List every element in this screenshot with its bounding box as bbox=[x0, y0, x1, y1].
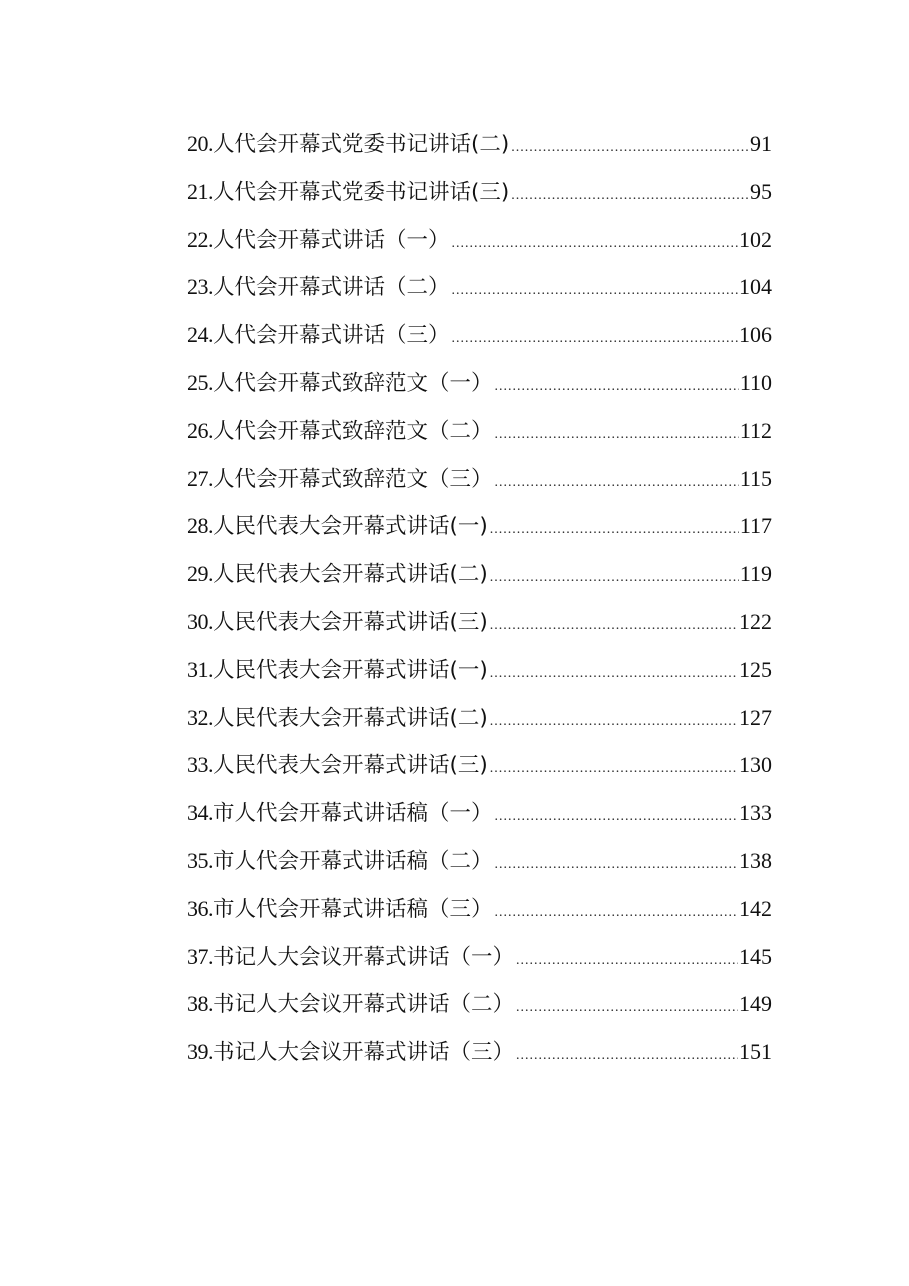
toc-entry-title: 人民代表大会开幕式讲话(三) bbox=[213, 753, 488, 779]
toc-entry[interactable] bbox=[187, 694, 772, 742]
toc-entry-number: 21. bbox=[187, 178, 213, 204]
toc-entry-title: 人民代表大会开幕式讲话(二) bbox=[213, 562, 488, 588]
toc-entry-title: 人代会开幕式讲话（二） bbox=[213, 275, 450, 301]
dot-leader bbox=[495, 889, 738, 937]
toc-entry[interactable] bbox=[187, 120, 772, 168]
dot-leader bbox=[452, 315, 738, 363]
dot-leader bbox=[490, 554, 739, 602]
toc-entry-page: 125 bbox=[739, 656, 772, 682]
dot-leader bbox=[490, 698, 738, 746]
toc-entry[interactable] bbox=[187, 263, 772, 311]
dot-leader bbox=[511, 124, 749, 172]
toc-entry-number: 26. bbox=[187, 417, 213, 443]
table-of-contents bbox=[187, 120, 772, 1076]
toc-entry-number: 35. bbox=[187, 847, 213, 873]
toc-entry-page: 130 bbox=[739, 752, 772, 778]
toc-entry-title: 人民代表大会开幕式讲话(一) bbox=[213, 514, 488, 540]
toc-entry-page: 106 bbox=[739, 322, 772, 348]
toc-entry-page: 151 bbox=[739, 1039, 772, 1065]
toc-entry-title: 人代会开幕式党委书记讲话(二) bbox=[213, 132, 510, 157]
toc-entry-title: 市人代会开幕式讲话稿（三） bbox=[213, 896, 493, 922]
toc-entry-number: 31. bbox=[187, 656, 213, 682]
toc-entry-title: 书记人大会议开幕式讲话（一） bbox=[213, 944, 515, 970]
toc-entry-number: 34. bbox=[187, 800, 213, 826]
toc-entry-number: 32. bbox=[187, 704, 213, 730]
toc-entry-title: 人代会开幕式致辞范文（二） bbox=[213, 418, 493, 444]
toc-entry-number: 37. bbox=[187, 943, 213, 969]
dot-leader bbox=[490, 745, 738, 793]
toc-entry-page: 149 bbox=[739, 991, 772, 1017]
toc-entry-title: 人民代表大会开幕式讲话(三) bbox=[213, 609, 488, 635]
toc-entry-number: 27. bbox=[187, 465, 213, 491]
toc-entry-page: 138 bbox=[739, 847, 772, 873]
toc-entry[interactable] bbox=[187, 933, 772, 981]
toc-entry[interactable] bbox=[187, 502, 772, 550]
toc-entry-number: 23. bbox=[187, 274, 213, 300]
toc-entry-number: 36. bbox=[187, 895, 213, 921]
dot-leader bbox=[452, 267, 738, 315]
toc-entry[interactable] bbox=[187, 311, 772, 359]
toc-entry-title: 人代会开幕式致辞范文（三） bbox=[213, 466, 493, 492]
toc-entry-page: 133 bbox=[739, 800, 772, 826]
dot-leader bbox=[516, 984, 738, 1032]
toc-entry-page: 117 bbox=[739, 513, 772, 539]
dot-leader bbox=[495, 459, 739, 507]
toc-entry-page: 104 bbox=[739, 274, 772, 300]
toc-entry[interactable] bbox=[187, 598, 772, 646]
toc-entry-number: 38. bbox=[187, 991, 213, 1017]
toc-entry-number: 25. bbox=[187, 369, 213, 395]
toc-entry-title: 书记人大会议开幕式讲话（二） bbox=[213, 992, 515, 1018]
toc-entry-page: 95 bbox=[750, 178, 772, 204]
toc-entry[interactable] bbox=[187, 885, 772, 933]
toc-entry-page: 142 bbox=[739, 895, 772, 921]
toc-entry-title: 书记人大会议开幕式讲话（三） bbox=[213, 1040, 515, 1066]
dot-leader bbox=[490, 506, 739, 554]
toc-entry-title: 人民代表大会开幕式讲话(一) bbox=[213, 657, 488, 683]
toc-entry[interactable] bbox=[187, 550, 772, 598]
dot-leader bbox=[495, 363, 739, 411]
toc-entry-page: 102 bbox=[739, 226, 772, 252]
toc-entry-number: 39. bbox=[187, 1039, 213, 1065]
dot-leader bbox=[495, 793, 738, 841]
dot-leader bbox=[495, 411, 739, 459]
toc-entry[interactable] bbox=[187, 646, 772, 694]
toc-entry-page: 115 bbox=[739, 465, 772, 491]
toc-entry-title: 人民代表大会开幕式讲话(二) bbox=[213, 705, 488, 731]
toc-entry-number: 24. bbox=[187, 322, 213, 348]
toc-entry[interactable] bbox=[187, 980, 772, 1028]
toc-entry-title: 市人代会开幕式讲话稿（一） bbox=[213, 801, 493, 827]
toc-entry-title: 人代会开幕式党委书记讲话(三) bbox=[213, 179, 510, 205]
toc-entry-page: 127 bbox=[739, 704, 772, 730]
toc-entry[interactable] bbox=[187, 455, 772, 503]
dot-leader bbox=[516, 1032, 738, 1080]
toc-entry-number: 22. bbox=[187, 226, 213, 252]
dot-leader bbox=[516, 937, 738, 985]
toc-entry[interactable] bbox=[187, 837, 772, 885]
toc-entry[interactable] bbox=[187, 1028, 772, 1076]
dot-leader bbox=[495, 841, 738, 889]
dot-leader bbox=[490, 602, 738, 650]
toc-entry-title: 人代会开幕式讲话（一） bbox=[213, 227, 450, 253]
dot-leader bbox=[511, 172, 749, 220]
dot-leader bbox=[452, 220, 738, 268]
toc-entry[interactable] bbox=[187, 168, 772, 216]
toc-entry[interactable] bbox=[187, 407, 772, 455]
toc-entry[interactable] bbox=[187, 216, 772, 264]
toc-entry-title: 市人代会开幕式讲话稿（二） bbox=[213, 848, 493, 874]
toc-entry-title: 人代会开幕式致辞范文（一） bbox=[213, 370, 493, 396]
toc-entry-page: 122 bbox=[739, 608, 772, 634]
toc-entry[interactable] bbox=[187, 741, 772, 789]
toc-entry[interactable] bbox=[187, 359, 772, 407]
toc-entry-page: 145 bbox=[739, 943, 772, 969]
toc-entry-page: 112 bbox=[739, 417, 772, 443]
toc-entry-number: 28. bbox=[187, 513, 213, 539]
toc-entry-number: 29. bbox=[187, 561, 213, 587]
toc-entry-page: 119 bbox=[739, 561, 772, 587]
toc-entry[interactable] bbox=[187, 789, 772, 837]
toc-entry-number: 33. bbox=[187, 752, 213, 778]
dot-leader bbox=[490, 650, 738, 698]
toc-entry-title: 人代会开幕式讲话（三） bbox=[213, 323, 450, 349]
toc-entry-page: 91 bbox=[750, 131, 772, 156]
toc-entry-number: 20. bbox=[187, 131, 213, 156]
toc-entry-page: 110 bbox=[739, 369, 772, 395]
toc-entry-number: 30. bbox=[187, 608, 213, 634]
